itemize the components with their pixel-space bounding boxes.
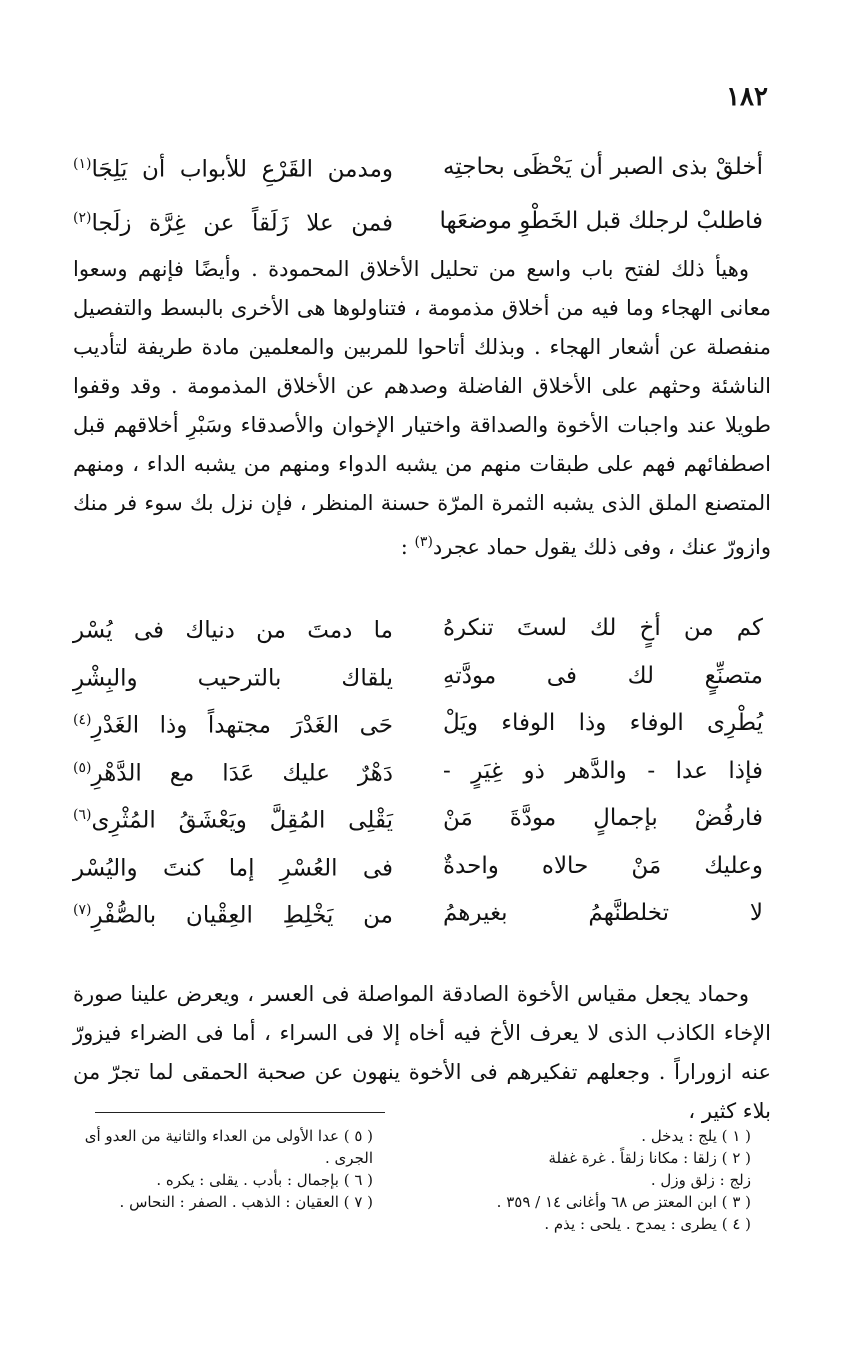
verse-first-hemistich: كم من أخٍ لك لستَ تنكرهُ — [443, 615, 763, 642]
verse-line — [73, 890, 763, 938]
hemistich-text: يلقاك بالترحيب والبِشْرِ — [73, 665, 393, 692]
footnote: ( ٧ ) العقيان : الذهب . الصفر : النحاس . — [119, 1193, 373, 1211]
footnote-ref: (٧) — [73, 902, 92, 919]
verse-first-hemistich: متصنِّعٍ لك فى مودَّتهِ — [443, 662, 763, 689]
hemistich-text: دَهْرٌ عليك عَدَا مع الدَّهْرِ — [91, 760, 393, 787]
verse-first-hemistich: فإذا عدا - والدَّهر ذو غِيَرٍ - — [443, 757, 763, 784]
verse-second-hemistich — [73, 153, 393, 182]
footnote: ( ٣ ) ابن المعتز ص ٦٨ وأغانى ١٤ / ٣٥٩ . — [496, 1193, 751, 1211]
verse-line — [73, 140, 763, 194]
footnote-ref: (٣) — [414, 534, 433, 550]
paragraph-text: وحماد يجعل مقياس الأخوة الصادقة المواصلة فى العسر ، ويعرض علينا صورة الإخاء الكاذب الذى لا يعرف الأخ فيه أخاه إلا فى السراء ، أما فى الضراء فيزورّ عنه ازوراراً . وجعلهم تفكيرهم فى الأخوة ينهون عن صحبة الحمقى لما تجرّ من بلاء كثير ، — [73, 982, 771, 1123]
verse-line — [73, 795, 763, 843]
footnote: ( ٦ ) بإجمال : بأدب . يقلى : يكره . — [156, 1171, 373, 1189]
verse-block-2 — [73, 605, 763, 938]
footnote-ref: (٥) — [73, 759, 92, 776]
footnote: زلج : زلق وزل . — [650, 1171, 751, 1189]
paragraph-tail: : — [400, 535, 415, 559]
verse-first-hemistich: لا تخلطنَّهمُ بغيرهمُ — [443, 900, 763, 927]
paragraph-text — [73, 250, 771, 567]
verse-first-hemistich: وعليك مَنْ حالاه واحدةٌ — [443, 852, 763, 879]
verse-block-1 — [73, 140, 763, 248]
footnote-ref: (٦) — [73, 807, 92, 824]
footnotes-left-column — [73, 1125, 373, 1213]
verse-second-hemistich — [73, 757, 393, 786]
footnotes-right-column — [451, 1125, 751, 1235]
verse-second-hemistich — [73, 614, 393, 643]
prose-paragraph-2 — [73, 975, 771, 1131]
hemistich-text: فى العُسْرِ إما كنتَ واليُسْر — [73, 855, 393, 882]
hemistich-text: ومدمن القَرْعِ للأبواب أن يَلِجَا — [91, 156, 393, 183]
verse-line — [73, 748, 763, 796]
footnote-ref: (١) — [73, 155, 92, 172]
footnote: ( ٤ ) يطرى : يمدح . يلحى : يذم . — [544, 1215, 751, 1233]
verse-second-hemistich — [73, 207, 393, 236]
verse-first-hemistich: أخلقْ بذى الصبر أن يَحْظَى بحاجتِه — [443, 153, 763, 180]
paragraph-body: وهيأ ذلك لفتح باب واسع من تحليل الأخلاق المحمودة . وأيضًا فإنهم وسعوا معانى الهجاء وما فيه من أخلاق مذمومة ، فتناولوها هى الأخرى بالبسط والتفصيل منفصلة عن أشعار الهجاء . وبذلك أتاحوا للمربين والمعلمين مادة طريفة لتأديب الناشئة وحثهم على الأخلاق الفاضلة وصدهم عن الأخلاق المذمومة . وقد وقفوا طويلا عند واجبات الأخوة والصداقة واختيار الإخوان والأصدقاء وسَبْرِ أخلاقهم قبل اصطفائهم فهم على طبقات منهم من يشبه الدواء ومنهم من يشبه الداء ، ومنهم المتصنع الملق الذى يشبه الثمرة المرّة حسنة المنظر ، فإن نزل بك سوء فر منك وازورّ عنك ، وفى ذلك يقول حماد عجرد — [73, 257, 771, 559]
hemistich-text: يَقْلِى المُقِلَّ ويَعْشَقُ المُثْرِى — [91, 808, 393, 835]
verse-second-hemistich — [73, 852, 393, 881]
footnote: ( ٥ ) عدا الأولى من العداء والثانية من العدو أى الجرى . — [84, 1127, 373, 1167]
page-number: ١٨٢ — [726, 82, 768, 112]
hemistich-text: حَى الغَدْرَ مجتهداً وذا الغَدْرِ — [91, 713, 393, 740]
verse-first-hemistich: يُطْرِى الوفاء وذا الوفاء ويَلْ — [443, 710, 763, 737]
footnote-ref: (٤) — [73, 712, 92, 729]
verse-line — [73, 843, 763, 891]
prose-paragraph-1 — [73, 250, 771, 567]
hemistich-text: فمن علا زَلَقاً عن غِرَّة زلَجا — [91, 210, 393, 237]
hemistich-text: من يَخْلِطِ العِقْيان بالصُّفْرِ — [91, 903, 393, 930]
verse-line — [73, 194, 763, 248]
verse-second-hemistich — [73, 804, 393, 833]
verse-second-hemistich — [73, 899, 393, 928]
footnote: ( ١ ) يلج : يدخل . — [641, 1127, 751, 1145]
verse-second-hemistich — [73, 662, 393, 691]
verse-second-hemistich — [73, 709, 393, 738]
footnote-ref: (٢) — [73, 209, 92, 226]
footnote: ( ٢ ) زلقا : مكانا زلقاً . غرة غفلة — [548, 1149, 751, 1167]
verse-first-hemistich: فارفُضْ بإجمالٍ مودَّةَ مَنْ — [443, 805, 763, 832]
verse-line — [73, 653, 763, 701]
footnote-divider — [95, 1112, 385, 1113]
verse-first-hemistich: فاطلبْ لرجلك قبل الخَطْوِ موضعَها — [439, 207, 763, 234]
verse-line — [73, 700, 763, 748]
verse-line — [73, 605, 763, 653]
hemistich-text: ما دمتَ من دنياك فى يُسْر — [73, 618, 393, 645]
